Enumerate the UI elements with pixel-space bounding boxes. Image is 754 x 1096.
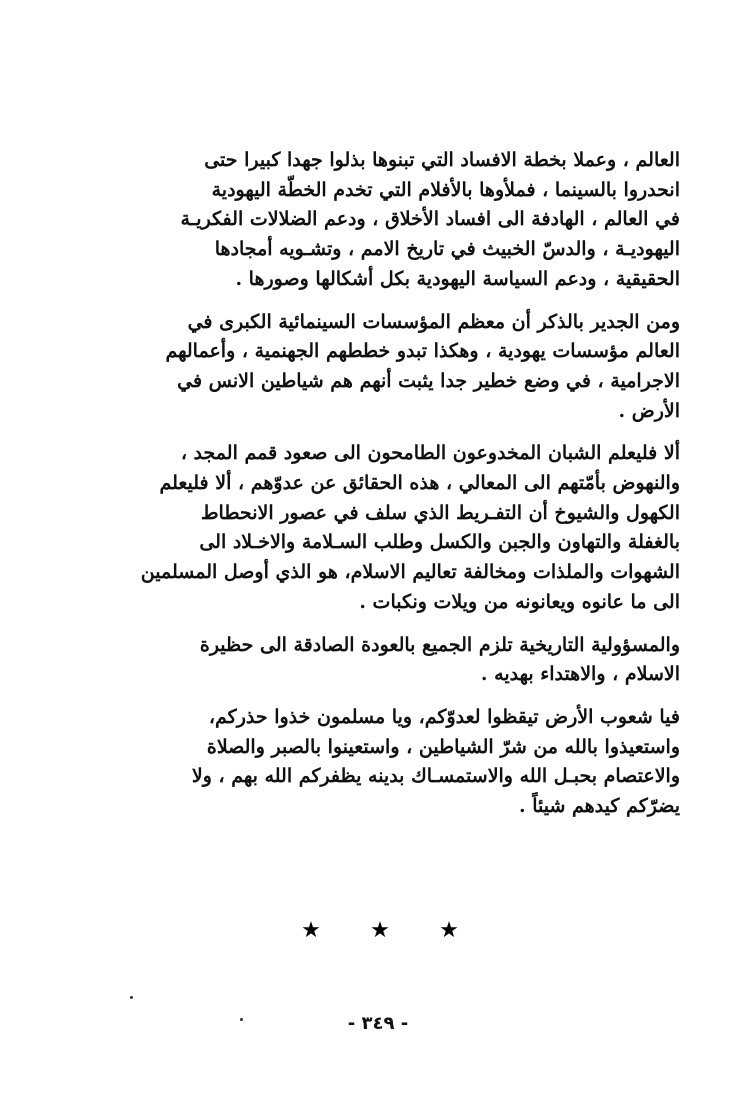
text-line: العالم ، وعملا بخطة الافساد التي تبنوها بذلوا جهدا كبيرا حتى — [204, 149, 680, 171]
scan-speck — [130, 996, 133, 999]
body-text — [128, 146, 680, 822]
page-number: - ٣٤٩ - — [347, 1013, 409, 1034]
text-line: الحقيقية ، ودعم السياسة اليهودية بكل أشكالها وصورها . — [235, 267, 680, 290]
paragraph-2 — [128, 308, 680, 427]
text-line: في العالم ، الهادفة الى افساد الأخلاق ، ودعم الضلالات الفكريـة — [180, 208, 680, 231]
text-line: ومن الجدير بالذكر أن معظم المؤسسات السينمائية الكبرى في — [187, 310, 680, 333]
text-line: بالغفلة والتهاون والجبن والكسل وطلب السـلامة والاخـلاد الى — [199, 531, 680, 554]
paragraph-5 — [128, 703, 680, 822]
text-line: والمسؤولية التاريخية تلزم الجميع بالعودة الصادقة الى حظيرة — [199, 633, 680, 656]
text-line: الى ما عانوه ويعانونه من ويلات ونكبات . — [359, 590, 680, 613]
text-line: الاسلام ، والاهتداء بهديه . — [480, 663, 680, 686]
star-icon: ★ — [439, 918, 459, 943]
text-line: يضرّكم كيدهم شيئاً . — [519, 795, 680, 818]
text-line: الأرض . — [618, 399, 680, 422]
text-line: الاجرامية ، في وضع خطير جدا يثبت أنهم هم شياطين الانس في — [177, 369, 680, 392]
text-line: الشهوات والملذات ومخالفة تعاليم الاسلام، هو الذي أوصل المسلمين — [140, 561, 680, 584]
star-icon: ★ — [370, 918, 390, 943]
section-separator — [300, 918, 460, 943]
text-line: الكهول والشيوخ أن التفـريط الذي سلف في عصور الانحطاط — [200, 501, 680, 524]
text-line: انحدروا بالسينما ، فملأوها بالأفلام التي تخدم الخطّة اليهودية — [211, 178, 680, 201]
text-line: اليهوديـة ، والدسّ الخبيث في تاريخ الامم ، وتشـويه أمجادها — [214, 238, 680, 261]
text-line: ألا فليعلم الشبان المخدوعون الطامحون الى صعود قمم المجد ، — [180, 442, 680, 465]
text-line: والنهوض بأمّتهم الى المعالي ، هذه الحقائق عن عدوّهم ، ألا فليعلم — [159, 472, 680, 495]
paragraph-3 — [128, 439, 680, 617]
paragraph-1 — [128, 146, 680, 295]
text-line: واستعيذوا بالله من شرّ الشياطين ، واستعينوا بالصبر والصلاة — [206, 735, 680, 758]
paragraph-4 — [128, 631, 680, 690]
star-icon: ★ — [301, 918, 321, 943]
text-line: فيا شعوب الأرض تيقظوا لعدوّكم، ويا مسلمون خذوا حذركم، — [208, 705, 680, 728]
text-line: والاعتصام بحبـل الله والاستمسـاك بدينه يظفركم الله بهم ، ولا — [191, 765, 680, 788]
text-line: العالم مؤسسات يهودية ، وهكذا تبدو خططهم الجهنمية ، وأعمالهم — [165, 340, 680, 363]
scan-speck — [240, 1018, 243, 1021]
